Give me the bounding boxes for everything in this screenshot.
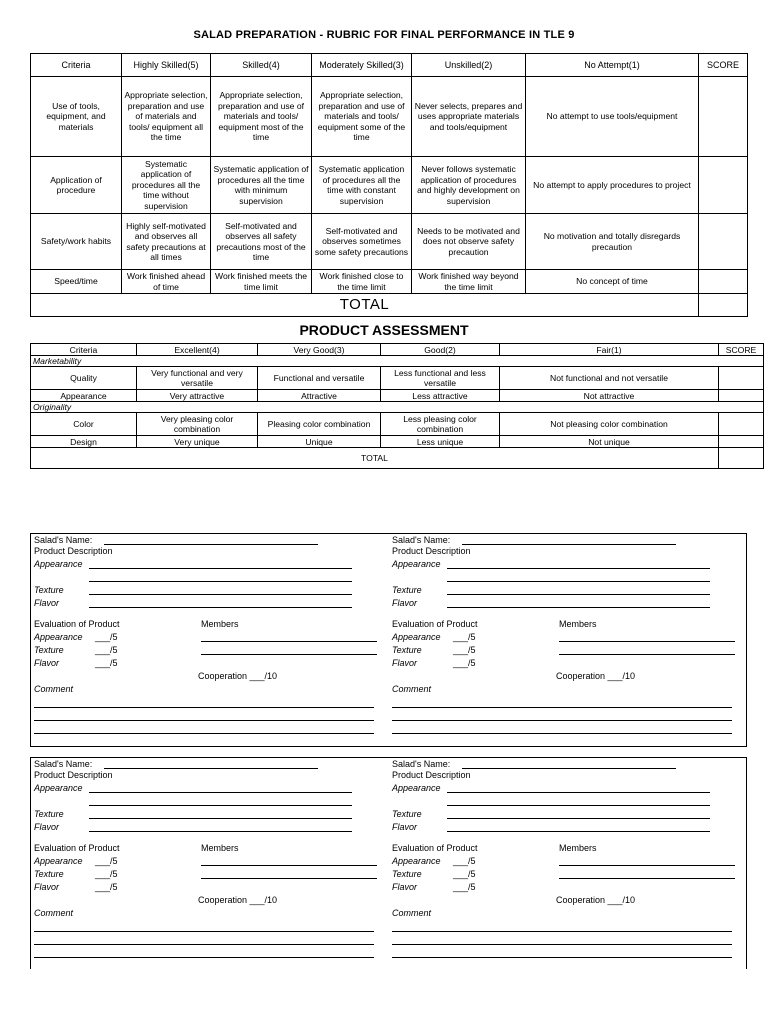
comment-label: Comment bbox=[34, 684, 74, 694]
flavor-score: ___/5 bbox=[95, 882, 118, 892]
comment-label: Comment bbox=[34, 908, 74, 918]
texture-label: Texture bbox=[392, 809, 422, 819]
cooperation-score: Cooperation ___/10 bbox=[556, 671, 636, 681]
table-row bbox=[31, 413, 764, 436]
appearance-line-2[interactable] bbox=[89, 805, 352, 806]
row-cell: Very attractive bbox=[137, 390, 258, 402]
product-total-row bbox=[31, 448, 764, 469]
score-cell[interactable] bbox=[699, 157, 748, 214]
flavor-label: Flavor bbox=[392, 822, 418, 832]
appearance-label: Appearance bbox=[392, 783, 441, 793]
product-description-label: Product Description bbox=[392, 770, 471, 780]
row-cell: Never selects, prepares and uses appropriate materials and tools/equipment bbox=[412, 77, 526, 157]
comment-line[interactable] bbox=[392, 957, 732, 958]
rubric-table bbox=[30, 53, 748, 317]
eval-flavor-label: Flavor bbox=[392, 882, 418, 892]
evaluation-form-1 bbox=[34, 535, 392, 740]
header-excellent: Excellent(4) bbox=[137, 344, 258, 356]
texture-line[interactable] bbox=[89, 594, 352, 595]
eval-texture-label: Texture bbox=[34, 645, 64, 655]
product-assessment-table bbox=[30, 343, 764, 469]
texture-label: Texture bbox=[34, 585, 64, 595]
row-cell: Unique bbox=[258, 436, 381, 448]
eval-texture-label: Texture bbox=[392, 869, 422, 879]
rubric-total-label: TOTAL bbox=[31, 294, 699, 317]
row-criteria: Quality bbox=[31, 367, 137, 390]
texture-score: ___/5 bbox=[453, 869, 476, 879]
comment-line[interactable] bbox=[34, 944, 374, 945]
appearance-line[interactable] bbox=[447, 568, 710, 569]
row-criteria: Appearance bbox=[31, 390, 137, 402]
total-score-cell[interactable] bbox=[719, 448, 764, 469]
row-cell: No concept of time bbox=[526, 270, 699, 294]
score-cell[interactable] bbox=[719, 390, 764, 402]
rubric-title: SALAD PREPARATION - RUBRIC FOR FINAL PERFORMANCE IN TLE 9 bbox=[193, 29, 575, 41]
product-description-label: Product Description bbox=[34, 546, 113, 556]
header-skilled: Skilled(4) bbox=[211, 54, 312, 77]
salad-name-label: Salad's Name: bbox=[392, 759, 451, 769]
members-label: Members bbox=[201, 619, 239, 629]
comment-line[interactable] bbox=[34, 957, 374, 958]
eval-flavor-label: Flavor bbox=[34, 658, 60, 668]
eval-flavor-label: Flavor bbox=[34, 882, 60, 892]
row-cell: Work finished ahead of time bbox=[122, 270, 211, 294]
member-line[interactable] bbox=[201, 878, 377, 879]
row-cell: Appropriate selection, preparation and use of materials and tools/ equipment some of the time bbox=[312, 77, 412, 157]
row-criteria: Use of tools, equipment, and materials bbox=[31, 77, 122, 157]
flavor-label: Flavor bbox=[392, 598, 418, 608]
eval-appearance-label: Appearance bbox=[34, 856, 83, 866]
appearance-line-2[interactable] bbox=[89, 581, 352, 582]
texture-score: ___/5 bbox=[95, 869, 118, 879]
header-no-attempt: No Attempt(1) bbox=[526, 54, 699, 77]
row-cell: Attractive bbox=[258, 390, 381, 402]
row-cell: Work finished meets the time limit bbox=[211, 270, 312, 294]
header-criteria: Criteria bbox=[31, 344, 137, 356]
salad-name-line[interactable] bbox=[462, 768, 676, 769]
member-line[interactable] bbox=[559, 654, 735, 655]
texture-label: Texture bbox=[392, 585, 422, 595]
category-marketability: Marketability bbox=[31, 356, 764, 367]
row-cell: Never follows systematic application of procedures and highly development on supervision bbox=[412, 157, 526, 214]
header-very-good: Very Good(3) bbox=[258, 344, 381, 356]
flavor-line[interactable] bbox=[89, 607, 352, 608]
row-criteria: Application of procedure bbox=[31, 157, 122, 214]
row-cell: Self-motivated and observes all safety precautions most of the time bbox=[211, 214, 312, 270]
row-cell: Work finished way beyond the time limit bbox=[412, 270, 526, 294]
row-cell: No attempt to use tools/equipment bbox=[526, 77, 699, 157]
row-cell: No motivation and totally disregards precaution bbox=[526, 214, 699, 270]
row-cell: Work finished close to the time limit bbox=[312, 270, 412, 294]
row-cell: Systematic application of procedures all the time with minimum supervision bbox=[211, 157, 312, 214]
texture-line[interactable] bbox=[447, 594, 710, 595]
category-row bbox=[31, 356, 764, 367]
texture-line[interactable] bbox=[89, 818, 352, 819]
comment-label: Comment bbox=[392, 684, 432, 694]
evaluation-form-3 bbox=[34, 759, 392, 964]
row-criteria: Design bbox=[31, 436, 137, 448]
table-row bbox=[31, 157, 748, 214]
appearance-line[interactable] bbox=[89, 792, 352, 793]
comment-line[interactable] bbox=[392, 707, 732, 708]
row-cell: Not pleasing color combination bbox=[500, 413, 719, 436]
row-criteria: Safety/work habits bbox=[31, 214, 122, 270]
member-line[interactable] bbox=[201, 654, 377, 655]
cooperation-score: Cooperation ___/10 bbox=[556, 895, 636, 905]
row-cell: Less functional and less versatile bbox=[381, 367, 500, 390]
category-row bbox=[31, 402, 764, 413]
member-line[interactable] bbox=[201, 641, 377, 642]
row-cell: Appropriate selection, preparation and use of materials and tools/ equipment all the time bbox=[122, 77, 211, 157]
evaluation-label: Evaluation of Product bbox=[392, 843, 478, 853]
header-unskilled: Unskilled(2) bbox=[412, 54, 526, 77]
header-fair: Fair(1) bbox=[500, 344, 719, 356]
comment-line[interactable] bbox=[392, 931, 732, 932]
flavor-score: ___/5 bbox=[453, 882, 476, 892]
score-cell[interactable] bbox=[699, 214, 748, 270]
rubric-header-row bbox=[31, 54, 748, 77]
comment-line[interactable] bbox=[34, 707, 374, 708]
appearance-line-2[interactable] bbox=[447, 581, 710, 582]
members-label: Members bbox=[559, 619, 597, 629]
header-highly-skilled: Highly Skilled(5) bbox=[122, 54, 211, 77]
evaluation-form-2 bbox=[392, 535, 750, 740]
header-good: Good(2) bbox=[381, 344, 500, 356]
row-cell: Very functional and very versatile bbox=[137, 367, 258, 390]
members-label: Members bbox=[201, 843, 239, 853]
row-cell: Less pleasing color combination bbox=[381, 413, 500, 436]
row-cell: Functional and versatile bbox=[258, 367, 381, 390]
product-description-label: Product Description bbox=[392, 546, 471, 556]
row-cell: Systematic application of procedures all the time without supervision bbox=[122, 157, 211, 214]
comment-label: Comment bbox=[392, 908, 432, 918]
row-cell: Needs to be motivated and does not observe safety precaution bbox=[412, 214, 526, 270]
appearance-label: Appearance bbox=[392, 559, 441, 569]
flavor-label: Flavor bbox=[34, 598, 60, 608]
appearance-line-2[interactable] bbox=[447, 805, 710, 806]
salad-name-label: Salad's Name: bbox=[34, 759, 93, 769]
appearance-label: Appearance bbox=[34, 783, 83, 793]
appearance-score: ___/5 bbox=[453, 632, 476, 642]
comment-line[interactable] bbox=[392, 720, 732, 721]
row-cell: Self-motivated and observes sometimes some safety precautions bbox=[312, 214, 412, 270]
score-cell[interactable] bbox=[699, 77, 748, 157]
member-line[interactable] bbox=[201, 865, 377, 866]
product-total-label: TOTAL bbox=[31, 448, 719, 469]
table-row bbox=[31, 270, 748, 294]
evaluation-form-4 bbox=[392, 759, 750, 964]
texture-score: ___/5 bbox=[453, 645, 476, 655]
table-row bbox=[31, 214, 748, 270]
table-row bbox=[31, 436, 764, 448]
row-cell: Very unique bbox=[137, 436, 258, 448]
appearance-line[interactable] bbox=[447, 792, 710, 793]
cooperation-score: Cooperation ___/10 bbox=[198, 895, 278, 905]
eval-appearance-label: Appearance bbox=[34, 632, 83, 642]
row-criteria: Color bbox=[31, 413, 137, 436]
product-assessment-title: PRODUCT ASSESSMENT bbox=[299, 322, 469, 338]
member-line[interactable] bbox=[559, 865, 735, 866]
appearance-score: ___/5 bbox=[95, 856, 118, 866]
flavor-label: Flavor bbox=[34, 822, 60, 832]
row-criteria: Speed/time bbox=[31, 270, 122, 294]
cooperation-score: Cooperation ___/10 bbox=[198, 671, 278, 681]
evaluation-label: Evaluation of Product bbox=[34, 843, 120, 853]
row-cell: Systematic application of procedures all the time with constant supervision bbox=[312, 157, 412, 214]
header-score: SCORE bbox=[699, 54, 748, 77]
eval-texture-label: Texture bbox=[34, 869, 64, 879]
header-moderately-skilled: Moderately Skilled(3) bbox=[312, 54, 412, 77]
table-row bbox=[31, 390, 764, 402]
flavor-line[interactable] bbox=[447, 831, 710, 832]
category-originality: Originality bbox=[31, 402, 764, 413]
appearance-label: Appearance bbox=[34, 559, 83, 569]
evaluation-label: Evaluation of Product bbox=[392, 619, 478, 629]
appearance-line[interactable] bbox=[89, 568, 352, 569]
flavor-score: ___/5 bbox=[95, 658, 118, 668]
score-cell[interactable] bbox=[719, 413, 764, 436]
row-cell: No attempt to apply procedures to project bbox=[526, 157, 699, 214]
score-cell[interactable] bbox=[699, 270, 748, 294]
texture-score: ___/5 bbox=[95, 645, 118, 655]
members-label: Members bbox=[559, 843, 597, 853]
row-cell: Less unique bbox=[381, 436, 500, 448]
row-cell: Not functional and not versatile bbox=[500, 367, 719, 390]
appearance-score: ___/5 bbox=[453, 856, 476, 866]
salad-name-label: Salad's Name: bbox=[392, 535, 451, 545]
member-line[interactable] bbox=[559, 878, 735, 879]
salad-name-line[interactable] bbox=[104, 768, 318, 769]
evaluation-label: Evaluation of Product bbox=[34, 619, 120, 629]
total-score-cell[interactable] bbox=[699, 294, 748, 317]
salad-name-line[interactable] bbox=[462, 544, 676, 545]
comment-line[interactable] bbox=[392, 733, 732, 734]
rubric-total-row bbox=[31, 294, 748, 317]
row-cell: Not attractive bbox=[500, 390, 719, 402]
eval-texture-label: Texture bbox=[392, 645, 422, 655]
product-header-row bbox=[31, 344, 764, 356]
flavor-score: ___/5 bbox=[453, 658, 476, 668]
table-row bbox=[31, 367, 764, 390]
comment-line[interactable] bbox=[34, 733, 374, 734]
salad-name-line[interactable] bbox=[104, 544, 318, 545]
texture-line[interactable] bbox=[447, 818, 710, 819]
row-cell: Not unique bbox=[500, 436, 719, 448]
row-cell: Pleasing color combination bbox=[258, 413, 381, 436]
texture-label: Texture bbox=[34, 809, 64, 819]
eval-flavor-label: Flavor bbox=[392, 658, 418, 668]
score-cell[interactable] bbox=[719, 367, 764, 390]
score-cell[interactable] bbox=[719, 436, 764, 448]
header-criteria: Criteria bbox=[31, 54, 122, 77]
row-cell: Less attractive bbox=[381, 390, 500, 402]
eval-appearance-label: Appearance bbox=[392, 856, 441, 866]
eval-appearance-label: Appearance bbox=[392, 632, 441, 642]
table-row bbox=[31, 77, 748, 157]
comment-line[interactable] bbox=[34, 931, 374, 932]
flavor-line[interactable] bbox=[447, 607, 710, 608]
header-score: SCORE bbox=[719, 344, 764, 356]
row-cell: Highly self-motivated and observes all safety precautions at all times bbox=[122, 214, 211, 270]
comment-line[interactable] bbox=[392, 944, 732, 945]
comment-line[interactable] bbox=[34, 720, 374, 721]
appearance-score: ___/5 bbox=[95, 632, 118, 642]
row-cell: Appropriate selection, preparation and use of materials and tools/ equipment most of the time bbox=[211, 77, 312, 157]
product-description-label: Product Description bbox=[34, 770, 113, 780]
member-line[interactable] bbox=[559, 641, 735, 642]
flavor-line[interactable] bbox=[89, 831, 352, 832]
row-cell: Very pleasing color combination bbox=[137, 413, 258, 436]
salad-name-label: Salad's Name: bbox=[34, 535, 93, 545]
